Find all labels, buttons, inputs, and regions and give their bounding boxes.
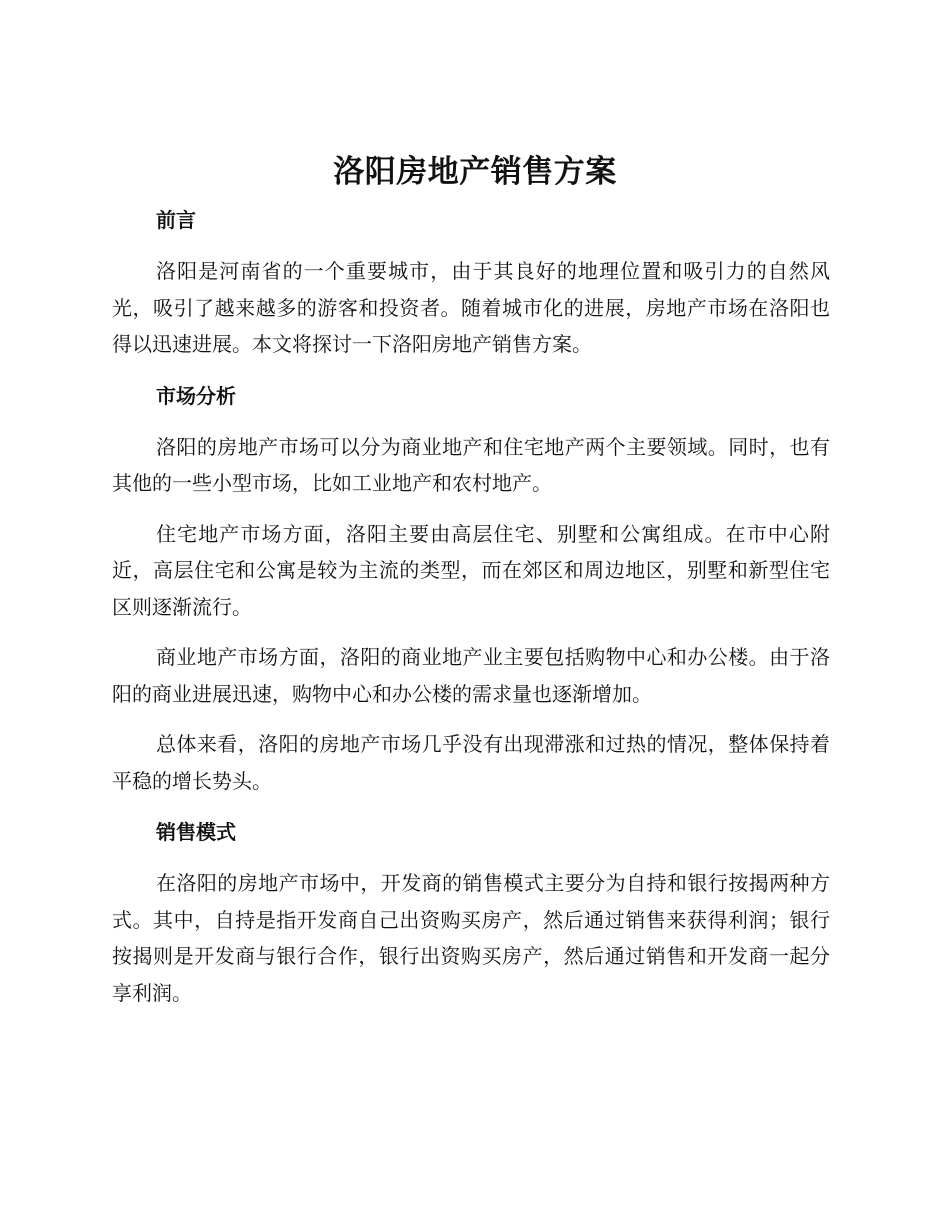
document-title: 洛阳房地产销售方案: [333, 154, 617, 190]
paragraph: 洛阳是河南省的一个重要城市，由于其良好的地理位置和吸引力的自然风光，吸引了越来越多的游客和投资者。随着城市化的进展，房地产市场在洛阳也得以迅速进展。本文将探讨一下洛阳房地产销售方案。: [112, 259, 830, 356]
section-heading: 前言: [156, 208, 196, 232]
section-sales-model: [112, 813, 830, 1011]
section-preface: [112, 201, 830, 363]
paragraph: 洛阳的房地产市场可以分为商业地产和住宅地产两个主要领域。同时，也有其他的一些小型市场，比如工业地产和农村地产。: [112, 434, 830, 495]
section-market-analysis: [112, 377, 830, 800]
paragraph: 在洛阳的房地产市场中，开发商的销售模式主要分为自持和银行按揭两种方式。其中，自持是指开发商自己出资购买房产，然后通过销售来获得利润；银行按揭则是开发商与银行合作，银行出资购买房产，然后通过销售和开发商一起分享利润。: [112, 871, 830, 1005]
section-heading: 销售模式: [156, 820, 236, 844]
paragraph: 总体来看，洛阳的房地产市场几乎没有出现滞涨和过热的情况，整体保持着平稳的增长势头。: [112, 732, 830, 793]
document-body: [112, 201, 830, 1025]
paragraph: 商业地产市场方面，洛阳的商业地产业主要包括购物中心和办公楼。由于洛阳的商业进展迅速，购物中心和办公楼的需求量也逐渐增加。: [112, 645, 830, 706]
paragraph: 住宅地产市场方面，洛阳主要由高层住宅、别墅和公寓组成。在市中心附近，高层住宅和公寓是较为主流的类型，而在郊区和周边地区，别墅和新型住宅区则逐渐流行。: [112, 521, 830, 619]
section-heading: 市场分析: [156, 383, 236, 408]
